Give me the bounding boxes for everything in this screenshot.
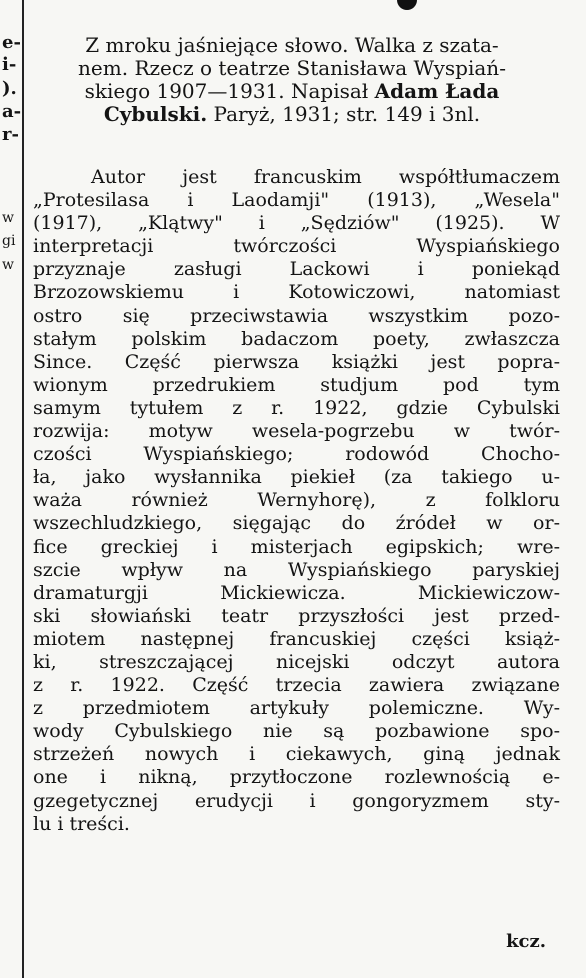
review-line: rozwija: motyw wesela-pogrzebu w twór- — [33, 420, 560, 443]
citation-text: skiego 1907—1931. Napisał — [84, 79, 375, 103]
review-line: szcie wpływ na Wyspiańskiego paryskiej — [33, 558, 560, 581]
review-line: samym tytułem z r. 1922, gdzie Cybulski — [33, 396, 560, 419]
citation-line — [32, 103, 552, 126]
review-line: fice greckiej i misterjach egipskich; wre- — [33, 535, 560, 558]
review-line: „Protesilasa i Laodamji" (1913), „Wesela" — [33, 189, 560, 212]
left-fragment: w — [2, 257, 14, 273]
review-line: wszechludzkiego, sięgając do źródeł w or- — [33, 512, 560, 535]
review-line: one i nikną, przytłoczone rozlewnością e- — [33, 766, 560, 789]
review-line: miotem następnej francuskiej części książ- — [33, 627, 560, 650]
review-line: Autor jest francuskim współtłumaczem — [91, 166, 560, 188]
review-line: wody Cybulskiego nie są pozbawione spo- — [33, 720, 560, 743]
review-line: (1917), „Klątwy" i „Sędziów" (1925). W — [33, 212, 560, 235]
review-line: ostro się przeciwstawia wszystkim pozo- — [33, 304, 560, 327]
review-line: waża również Wernyhorę), z folkloru — [33, 489, 560, 512]
review-line: wionym przedrukiem studjum pod tym — [33, 373, 560, 396]
left-fragment: w — [2, 210, 14, 226]
reviewer-signature: kcz. — [506, 931, 546, 952]
review-body — [33, 166, 560, 836]
review-line: gzegetycznej erudycji i gongoryzmem sty- — [33, 789, 560, 812]
left-fragment: i- — [2, 54, 17, 75]
review-line: ki, streszczającej nicejski odczyt autora — [33, 650, 560, 673]
review-line: stałym polskim badaczom poety, zwłaszcza — [33, 327, 560, 350]
review-line: ski słowiański teatr przyszłości jest przed- — [33, 604, 560, 627]
citation-line: Z mroku jaśniejące słowo. Walka z szata- — [85, 33, 499, 57]
review-line: czości Wyspiańskiego; rodowód Chocho- — [33, 443, 560, 466]
review-line: przyznaje zasługi Lackowi i poniekąd — [33, 258, 560, 281]
citation-author: Adam Łada — [374, 79, 500, 103]
left-fragment: a- — [2, 101, 22, 122]
citation-publication: Paryż, 1931; str. 149 i 3nl. — [207, 102, 481, 126]
review-line: dramaturgji Mickiewicza. Mickiewiczow- — [33, 581, 560, 604]
review-line: z przedmiotem artykuły polemiczne. Wy- — [33, 697, 560, 720]
review-line: strzeżeń nowych i ciekawych, giną jednak — [33, 743, 560, 766]
review-line: Since. Część pierwsza książki jest popra- — [33, 350, 560, 373]
citation-line — [32, 80, 552, 103]
left-fragment: r- — [2, 124, 19, 145]
citation-author-continued: Cybulski. — [103, 102, 208, 126]
review-line: z r. 1922. Część trzecia zawiera związane — [33, 674, 560, 697]
book-citation — [32, 34, 552, 126]
left-fragment: gi — [2, 233, 16, 249]
review-line: lu i treści. — [33, 812, 130, 835]
top-ink-mark — [397, 0, 417, 10]
review-line: interpretacji twórczości Wyspiańskiego — [33, 235, 560, 258]
citation-line: nem. Rzecz o teatrze Stanisława Wyspiań- — [78, 56, 506, 80]
review-line: ła, jako wysłannika piekieł (za takiego u- — [33, 466, 560, 489]
left-fragment: e- — [2, 32, 21, 53]
review-line: Brzozowskiemu i Kotowiczowi, natomiast — [33, 281, 560, 304]
left-fragment: ). — [2, 78, 17, 99]
column-rule — [22, 0, 24, 978]
